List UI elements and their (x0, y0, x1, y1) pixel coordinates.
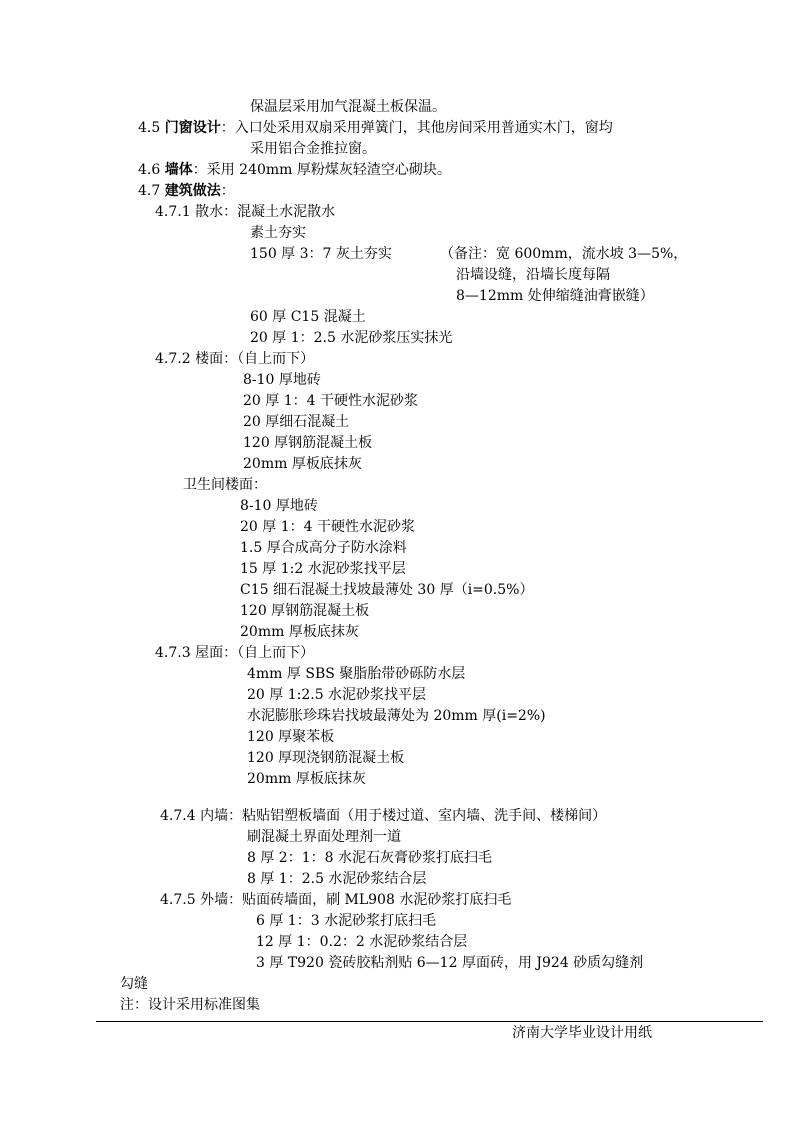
text-line: 6 厚 1：3 水泥砂浆打底扫毛 (256, 913, 437, 929)
text-line: 8 厚 2：1：8 水泥石灰膏砂浆打底扫毛 (247, 850, 492, 866)
footer-divider (96, 1021, 763, 1022)
text-line: 120 厚聚苯板 (247, 729, 335, 745)
footer-label: 济南大学毕业设计用纸 (512, 1025, 652, 1041)
subsection-4-7-1: 4.7.1 散水：混凝土水泥散水 (155, 204, 336, 220)
subsection-4-7-4: 4.7.4 内墙：粘贴铝塑板墙面（用于楼过道、室内墙、洗手间、楼梯间） (160, 808, 607, 824)
text-line: 20 厚 1：2.5 水泥砂浆压实抹光 (250, 330, 453, 346)
text-line: 60 厚 C15 混凝土 (250, 309, 366, 325)
note-text: 注：设计采用标准图集 (120, 997, 260, 1013)
text-line: C15 细石混凝土找坡最薄处 30 厚（i=0.5%） (240, 582, 534, 598)
text-line: 20 厚 1:2.5 水泥砂浆找平层 (247, 687, 427, 703)
text-line: 1.5 厚合成高分子防水涂料 (240, 540, 407, 556)
text-line: 20mm 厚板底抹灰 (247, 771, 366, 787)
section-number: 4.5 (138, 120, 161, 136)
section-4-6 (138, 160, 451, 180)
text-line: 保温层采用加气混凝土板保温。 (250, 99, 446, 115)
subsection-4-7-3: 4.7.3 屋面：（自上而下） (155, 645, 315, 661)
text-line: 采用铝合金推拉窗。 (250, 141, 376, 157)
section-number: 4.6 (138, 162, 161, 178)
subheading: 卫生间楼面： (183, 477, 267, 493)
text-line: 8 厚 1：2.5 水泥砂浆结合层 (247, 871, 427, 887)
text-line: 150 厚 3：7 灰土夯实 (250, 246, 392, 262)
section-title: 门窗设计 (164, 120, 221, 136)
text-line: 20 厚 1：4 干硬性水泥砂浆 (240, 519, 415, 535)
section-text: ： (220, 183, 235, 199)
text-line: 120 厚钢筋混凝土板 (243, 435, 373, 451)
text-line: 4mm 厚 SBS 聚脂胎带砂砾防水层 (247, 666, 466, 682)
section-4-7 (138, 181, 235, 201)
text-line: 勾缝 (120, 976, 148, 992)
note-line: 8—12mm 处伸缩缝油膏嵌缝） (456, 288, 654, 304)
section-4-5 (138, 118, 613, 138)
subsection-4-7-5: 4.7.5 外墙：贴面砖墙面，刷 ML908 水泥砂浆打底扫毛 (160, 892, 512, 908)
text-line: 刷混凝土界面处理剂一道 (247, 829, 401, 845)
section-text: ：入口处采用双扇采用弹簧门，其他房间采用普通实木门，窗均 (220, 120, 613, 136)
text-line: 3 厚 T920 瓷砖胶粘剂贴 6—12 厚面砖，用 J924 砂质勾缝剂 (256, 955, 644, 971)
text-line: 20mm 厚板底抹灰 (240, 624, 359, 640)
text-line: 8-10 厚地砖 (243, 372, 321, 388)
text-line: 20mm 厚板底抹灰 (243, 456, 362, 472)
section-text: ：采用 240mm 厚粉煤灰轻渣空心砌块。 (192, 162, 451, 178)
text-line: 20 厚 1：4 干硬性水泥砂浆 (243, 393, 418, 409)
subsection-4-7-2: 4.7.2 楼面：（自上而下） (155, 351, 315, 367)
text-line: 素土夯实 (250, 225, 306, 241)
section-title: 建筑做法 (164, 183, 221, 199)
text-line: 8-10 厚地砖 (240, 498, 318, 514)
note-line: 沿墙设缝，沿墙长度每隔 (456, 267, 610, 283)
note-line: （备注：宽 600mm，流水坡 3—5%， (440, 246, 688, 262)
text-line: 水泥膨胀珍珠岩找坡最薄处为 20mm 厚(i=2%) (247, 708, 546, 724)
text-line: 15 厚 1:2 水泥砂浆找平层 (240, 561, 406, 577)
section-title: 墙体 (164, 162, 193, 178)
text-line: 120 厚钢筋混凝土板 (240, 603, 370, 619)
section-number: 4.7 (138, 183, 161, 199)
text-line: 12 厚 1：0.2：2 水泥砂浆结合层 (256, 934, 468, 950)
text-line: 20 厚细石混凝土 (243, 414, 350, 430)
text-line: 120 厚现浇钢筋混凝土板 (247, 750, 405, 766)
